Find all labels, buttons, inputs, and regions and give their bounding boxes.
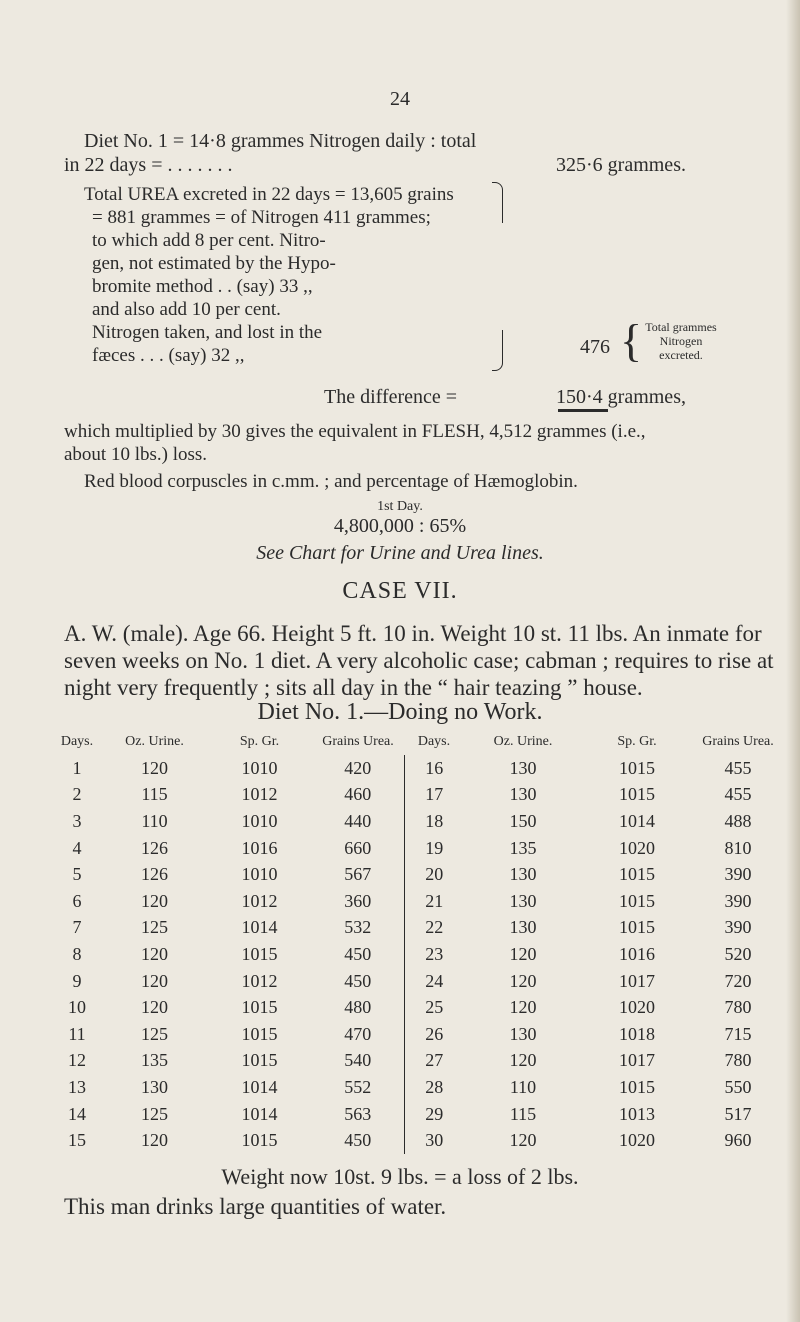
flesh-line-1: which multiplied by 30 gives the equivalent in FLESH, 4,512 grammes (i.e., <box>64 421 646 442</box>
nitrogen-breakdown <box>84 183 504 367</box>
table-cell: 16 <box>404 755 464 782</box>
table-cell: 810 <box>724 837 752 858</box>
chart-reference: See Chart for Urine and Urea lines. <box>256 542 544 564</box>
right-brace-top <box>492 182 503 223</box>
table-cell: 563 <box>344 1103 372 1124</box>
table-cell: 130 <box>509 757 537 778</box>
table-row <box>52 782 784 809</box>
header-oz-urine: Oz. Urine. <box>125 734 184 749</box>
table-cell: 520 <box>724 943 752 964</box>
header-oz-urine-2: Oz. Urine. <box>493 734 553 749</box>
table-cell: 13 <box>68 1076 86 1097</box>
table-cell: 150 <box>509 810 537 831</box>
table-cell: 450 <box>344 970 372 991</box>
table-cell: 27 <box>404 1048 464 1075</box>
header-days: Days. <box>60 734 94 749</box>
table-cell: 130 <box>141 1076 168 1097</box>
table-cell: 5 <box>72 864 82 885</box>
table-cell: 115 <box>509 1103 537 1124</box>
table-row <box>52 968 784 995</box>
table-cell: 470 <box>344 1023 372 1044</box>
total-nitrogen-value: 476 <box>580 336 610 358</box>
table-cell: 120 <box>509 943 537 964</box>
breakdown-line: fæces . . . (say) 32 ,, <box>92 345 245 366</box>
table-cell: 390 <box>724 917 752 938</box>
table-cell: 115 <box>141 784 168 805</box>
table-row <box>52 808 784 835</box>
table-cell: 26 <box>404 1021 464 1048</box>
table-cell: 460 <box>344 784 372 805</box>
table-cell: 24 <box>404 968 464 995</box>
table-cell: 1014 <box>241 917 278 938</box>
total-label-line: Nitrogen <box>659 334 703 348</box>
table-cell: 126 <box>141 837 168 858</box>
table-cell: 1020 <box>619 837 655 858</box>
table-cell: 110 <box>141 810 168 831</box>
breakdown-line: to which add 8 per cent. Nitro- <box>92 230 326 251</box>
table-cell: 1017 <box>619 970 655 991</box>
table-cell: 12 <box>68 1050 86 1071</box>
table-cell: 3 <box>72 810 82 831</box>
table-cell: 130 <box>509 864 537 885</box>
table-cell: 25 <box>404 994 464 1021</box>
table-cell: 7 <box>72 917 82 938</box>
table-cell: 1 <box>72 757 82 778</box>
table-cell: 1015 <box>619 890 655 911</box>
table-cell: 1016 <box>619 943 655 964</box>
table-cell: 120 <box>141 757 168 778</box>
table-cell: 1015 <box>241 943 278 964</box>
header-grains-urea: Grains Urea. <box>322 734 394 749</box>
table-cell: 120 <box>141 890 168 911</box>
urine-table <box>52 735 784 1154</box>
table-cell: 1010 <box>241 757 278 778</box>
table-row <box>52 915 784 942</box>
table-cell: 120 <box>509 970 537 991</box>
table-cell: 1015 <box>241 997 278 1018</box>
table-cell: 4 <box>72 837 82 858</box>
table-cell: 1015 <box>619 784 655 805</box>
table-cell: 550 <box>724 1076 752 1097</box>
table-cell: 2 <box>72 784 82 805</box>
blood-line: Red blood corpuscles in c.mm. ; and percentage of Hæmoglobin. <box>84 471 578 492</box>
header-days-2: Days. <box>417 734 451 749</box>
table-cell: 120 <box>141 997 168 1018</box>
table-cell: 125 <box>141 1023 168 1044</box>
table-cell: 135 <box>141 1050 168 1071</box>
diet-line-2: in 22 days = . . . . . . . <box>64 154 233 176</box>
table-row <box>52 1048 784 1075</box>
table-cell: 780 <box>724 1050 752 1071</box>
table-cell: 30 <box>404 1127 464 1154</box>
table-cell: 9 <box>72 970 82 991</box>
table-cell: 1012 <box>241 890 278 911</box>
case-title: CASE VII. <box>342 578 458 604</box>
table-cell: 1015 <box>619 864 655 885</box>
breakdown-line: bromite method . . (say) 33 ,, <box>92 276 313 297</box>
breakdown-line: Total UREA excreted in 22 days = 13,605 grains <box>84 184 454 205</box>
table-cell: 29 <box>404 1101 464 1128</box>
table-cell: 17 <box>404 782 464 809</box>
table-cell: 720 <box>724 970 752 991</box>
table-cell: 11 <box>68 1023 86 1044</box>
table-cell: 130 <box>509 1023 537 1044</box>
table-cell: 780 <box>724 997 752 1018</box>
total-label-line: excreted. <box>659 348 703 362</box>
left-brace: { <box>620 315 643 366</box>
table-cell: 20 <box>404 861 464 888</box>
table-cell: 488 <box>724 810 752 831</box>
table-cell: 450 <box>344 943 372 964</box>
table-cell: 120 <box>509 1050 537 1071</box>
table-cell: 532 <box>344 917 372 938</box>
table-cell: 1010 <box>241 810 278 831</box>
table-cell: 120 <box>141 1130 168 1151</box>
table-cell: 28 <box>404 1074 464 1101</box>
table-cell: 120 <box>141 970 168 991</box>
table-cell: 125 <box>141 917 168 938</box>
total-label-line: Total grammes <box>645 320 717 334</box>
table-cell: 120 <box>509 997 537 1018</box>
total-nitrogen-label <box>641 320 721 362</box>
table-cell: 960 <box>724 1130 752 1151</box>
table-cell: 15 <box>68 1130 86 1151</box>
difference-underline <box>558 409 608 412</box>
table-cell: 8 <box>72 943 82 964</box>
header-grains-urea-2: Grains Urea. <box>702 734 774 749</box>
table-cell: 480 <box>344 997 372 1018</box>
diet-total-value: 325·6 grammes. <box>556 154 686 176</box>
table-cell: 715 <box>724 1023 752 1044</box>
table-cell: 455 <box>724 784 752 805</box>
breakdown-line: gen, not estimated by the Hypo- <box>92 253 336 274</box>
table-cell: 420 <box>344 757 372 778</box>
table-cell: 21 <box>404 888 464 915</box>
table-cell: 390 <box>724 890 752 911</box>
day-label: 1st Day. <box>377 499 423 514</box>
table-cell: 10 <box>68 997 86 1018</box>
table-cell: 130 <box>509 890 537 911</box>
table-cell: 6 <box>72 890 82 911</box>
table-cell: 1015 <box>241 1023 278 1044</box>
difference-value: 150·4 grammes, <box>556 386 686 408</box>
page-edge <box>786 0 800 1322</box>
blood-values: 4,800,000 : 65% <box>333 515 467 537</box>
difference-label: The difference = <box>324 386 458 408</box>
table-cell: 1015 <box>241 1130 278 1151</box>
table-cell: 1020 <box>619 1130 655 1151</box>
table-cell: 360 <box>344 890 372 911</box>
table-row <box>52 861 784 888</box>
table-row <box>52 1127 784 1154</box>
table-cell: 130 <box>509 917 537 938</box>
case-description: A. W. (male). Age 66. Height 5 ft. 10 in. Weight 10 st. 11 lbs. An inmate for seven weeks on No. 1 diet. A very alcoholic case; cabman ; requires to rise at night very frequently ; sits all day in the “ hair teazing ” house. <box>64 621 774 700</box>
flesh-line-2: about 10 lbs.) loss. <box>64 444 208 465</box>
table-row <box>52 1101 784 1128</box>
table-row <box>52 994 784 1021</box>
table-row <box>52 1021 784 1048</box>
table-cell: 1014 <box>241 1103 278 1124</box>
table-cell: 18 <box>404 808 464 835</box>
header-sp-gr-2: Sp. Gr. <box>617 734 657 749</box>
table-cell: 1012 <box>241 784 278 805</box>
table-cell: 125 <box>141 1103 168 1124</box>
table-cell: 19 <box>404 835 464 862</box>
table-cell: 1014 <box>619 810 655 831</box>
table-cell: 1014 <box>241 1076 278 1097</box>
table-cell: 1015 <box>619 917 655 938</box>
diet-heading: Diet No. 1.—Doing no Work. <box>257 699 543 725</box>
table-cell: 1012 <box>241 970 278 991</box>
table-cell: 1018 <box>619 1023 655 1044</box>
table-cell: 110 <box>509 1076 537 1097</box>
diet-line-1: Diet No. 1 = 14·8 grammes Nitrogen daily : total <box>84 130 477 152</box>
table-cell: 1015 <box>619 1076 655 1097</box>
table-cell: 1013 <box>619 1103 655 1124</box>
table-cell: 1020 <box>619 997 655 1018</box>
table-cell: 517 <box>724 1103 752 1124</box>
table-cell: 450 <box>344 1130 372 1151</box>
header-sp-gr: Sp. Gr. <box>239 734 280 749</box>
table-cell: 1015 <box>619 757 655 778</box>
table-cell: 455 <box>724 757 752 778</box>
table-cell: 22 <box>404 915 464 942</box>
table-cell: 23 <box>404 941 464 968</box>
table-row <box>52 835 784 862</box>
table-cell: 126 <box>141 864 168 885</box>
breakdown-line: = 881 grammes = of Nitrogen 411 grammes; <box>92 207 431 228</box>
weight-line: Weight now 10st. 9 lbs. = a loss of 2 lbs. <box>221 1164 579 1189</box>
table-cell: 130 <box>509 784 537 805</box>
table-cell: 120 <box>141 943 168 964</box>
right-brace-bottom <box>492 330 503 371</box>
breakdown-line: and also add 10 per cent. <box>92 299 281 320</box>
table-row <box>52 941 784 968</box>
table-cell: 567 <box>344 864 372 885</box>
table-row <box>52 888 784 915</box>
table-cell: 1017 <box>619 1050 655 1071</box>
table-cell: 540 <box>344 1050 372 1071</box>
table-cell: 1015 <box>241 1050 278 1071</box>
table-cell: 120 <box>509 1130 537 1151</box>
table-row <box>52 755 784 782</box>
table-cell: 440 <box>344 810 372 831</box>
table-cell: 552 <box>344 1076 372 1097</box>
table-cell: 390 <box>724 864 752 885</box>
table-cell: 14 <box>68 1103 86 1124</box>
table-cell: 660 <box>344 837 372 858</box>
table-cell: 135 <box>509 837 537 858</box>
table-cell: 1010 <box>241 864 278 885</box>
breakdown-line: Nitrogen taken, and lost in the <box>92 322 323 343</box>
table-cell: 1016 <box>241 837 278 858</box>
table-header-row <box>52 735 784 755</box>
water-line: This man drinks large quantities of water. <box>64 1194 447 1219</box>
table-row <box>52 1074 784 1101</box>
page-number: 24 <box>390 88 410 110</box>
